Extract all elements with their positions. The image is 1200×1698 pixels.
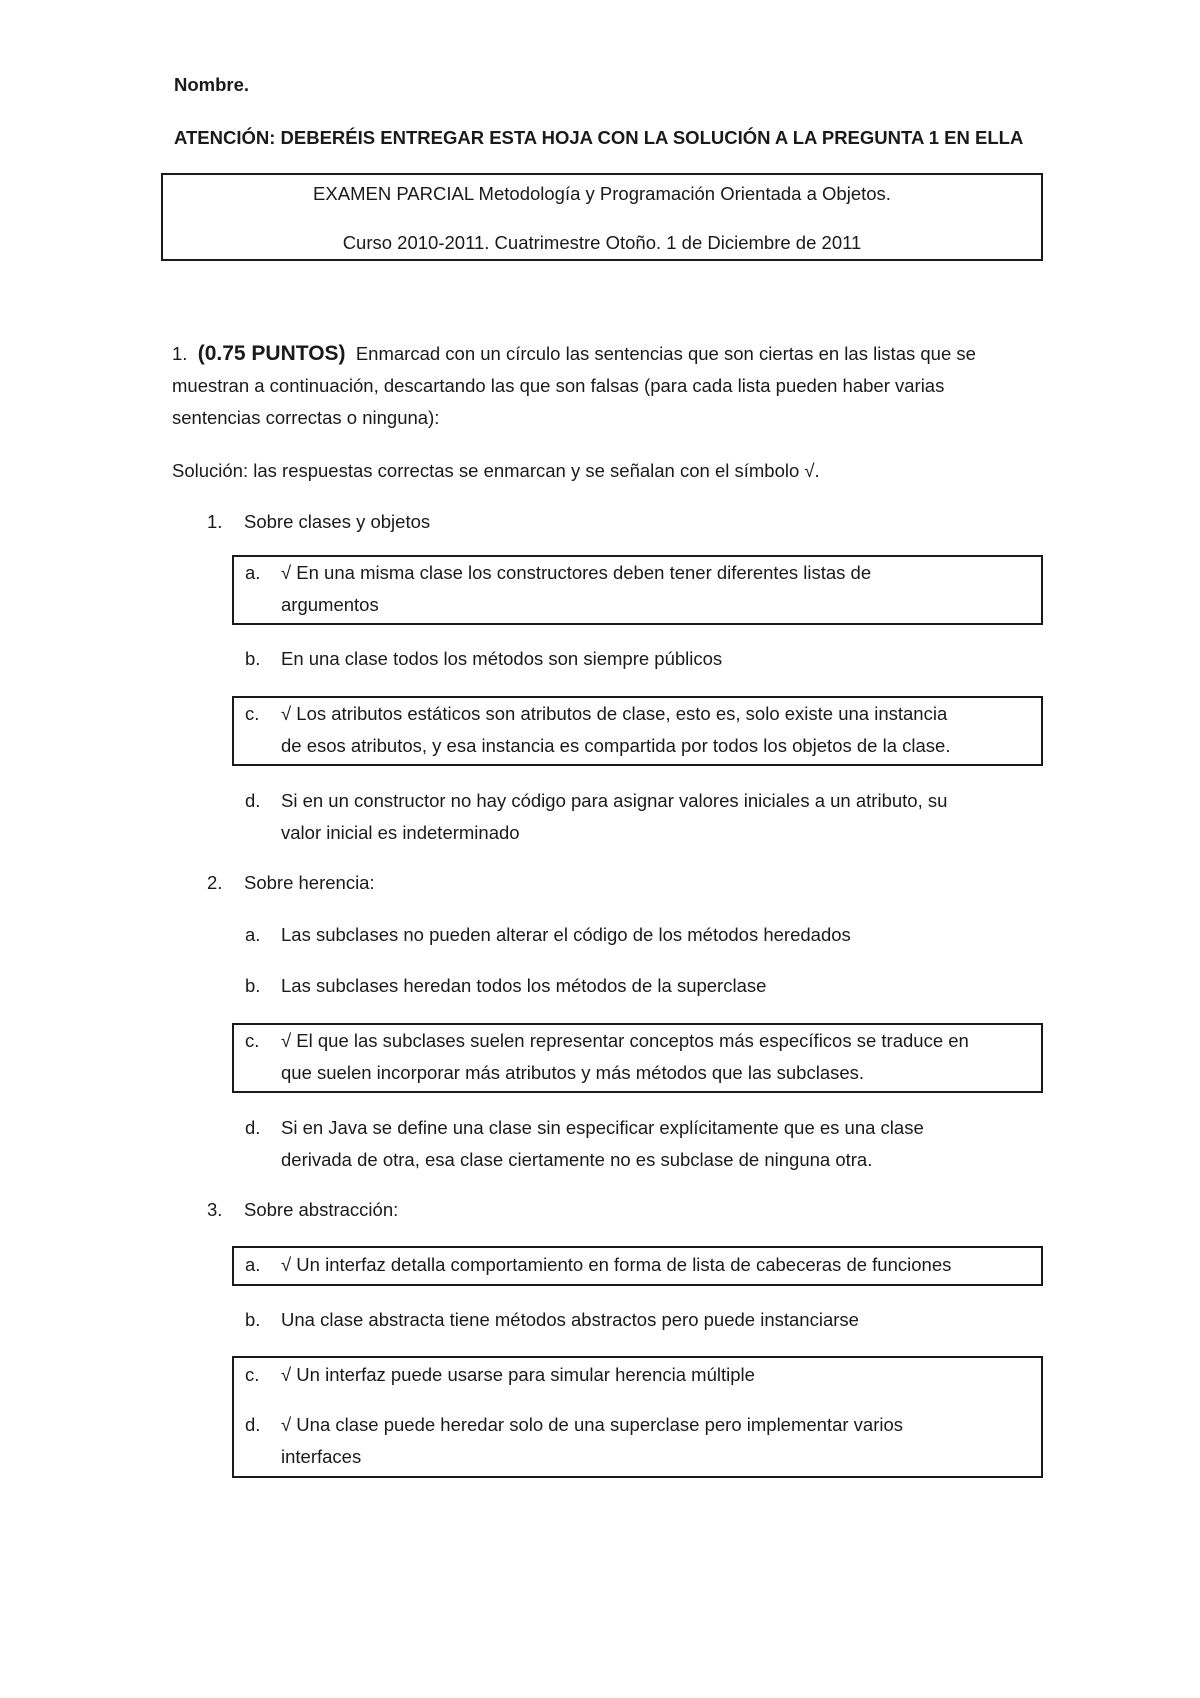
option-text: Las subclases no pueden alterar el código de los métodos heredados <box>281 924 851 945</box>
exam-header-box <box>161 173 1043 261</box>
option-label: c. <box>245 703 260 724</box>
option-text: En una clase todos los métodos son siempre públicos <box>281 648 723 669</box>
option-label: a. <box>245 562 261 583</box>
option-text: Una clase abstracta tiene métodos abstractos pero puede instanciarse <box>281 1309 859 1330</box>
option-text: derivada de otra, esa clase ciertamente no es subclase de ninguna otra. <box>281 1149 873 1170</box>
option-label: c. <box>245 1364 260 1385</box>
option-text: de esos atributos, y esa instancia es compartida por todos los objetos de la clase. <box>281 735 951 756</box>
section-title: Sobre clases y objetos <box>244 511 431 532</box>
option-text: √ En una misma clase los constructores deben tener diferentes listas de <box>281 562 872 583</box>
attention-notice: ATENCIÓN: DEBERÉIS ENTREGAR ESTA HOJA CON LA SOLUCIÓN A LA PREGUNTA 1 EN ELLA <box>174 127 1024 148</box>
option-label: b. <box>245 1309 261 1330</box>
solution-note: Solución: las respuestas correctas se enmarcan y se señalan con el símbolo √. <box>172 460 820 481</box>
option-text: √ Una clase puede heredar solo de una superclase pero implementar varios <box>281 1414 904 1435</box>
option-label: b. <box>245 975 261 996</box>
option-label: a. <box>245 924 261 945</box>
question-number: 1. <box>172 343 188 364</box>
option-label: b. <box>245 648 261 669</box>
name-label: Nombre. <box>174 74 250 95</box>
question-points: (0.75 PUNTOS) <box>197 342 346 365</box>
question-text-2: muestran a continuación, descartando las que son falsas (para cada lista pueden haber varias <box>172 375 945 396</box>
option-text: √ Un interfaz puede usarse para simular herencia múltiple <box>281 1364 755 1385</box>
option-text: que suelen incorporar más atributos y más métodos que las subclases. <box>281 1062 865 1083</box>
option-label: a. <box>245 1254 261 1275</box>
option-label: c. <box>245 1030 260 1051</box>
option-label: d. <box>245 790 261 811</box>
option-text: interfaces <box>281 1446 362 1467</box>
section-number: 3. <box>207 1199 223 1220</box>
section-title: Sobre herencia: <box>244 872 375 893</box>
option-text: Las subclases heredan todos los métodos de la superclase <box>281 975 767 996</box>
option-text: √ Un interfaz detalla comportamiento en forma de lista de cabeceras de funciones <box>281 1254 952 1275</box>
option-label: d. <box>245 1414 261 1435</box>
exam-title: EXAMEN PARCIAL Metodología y Programación Orientada a Objetos. <box>313 183 891 204</box>
option-text: Si en un constructor no hay código para asignar valores iniciales a un atributo, su <box>281 790 948 811</box>
question-text-3: sentencias correctas o ninguna): <box>172 407 440 428</box>
option-label: d. <box>245 1117 261 1138</box>
question-intro-line-1 <box>172 338 976 370</box>
question-text-1: Enmarcad con un círculo las sentencias que son ciertas en las listas que se <box>355 343 976 364</box>
option-text: valor inicial es indeterminado <box>281 822 520 843</box>
option-text: √ Los atributos estáticos son atributos de clase, esto es, solo existe una instancia <box>281 703 948 724</box>
section-number: 2. <box>207 872 223 893</box>
section-title: Sobre abstracción: <box>244 1199 399 1220</box>
section-number: 1. <box>207 511 223 532</box>
option-text: Si en Java se define una clase sin especificar explícitamente que es una clase <box>281 1117 924 1138</box>
exam-course: Curso 2010-2011. Cuatrimestre Otoño. 1 de Diciembre de 2011 <box>342 232 862 253</box>
option-text: √ El que las subclases suelen representar conceptos más específicos se traduce en <box>281 1030 969 1051</box>
option-text: argumentos <box>281 594 379 615</box>
